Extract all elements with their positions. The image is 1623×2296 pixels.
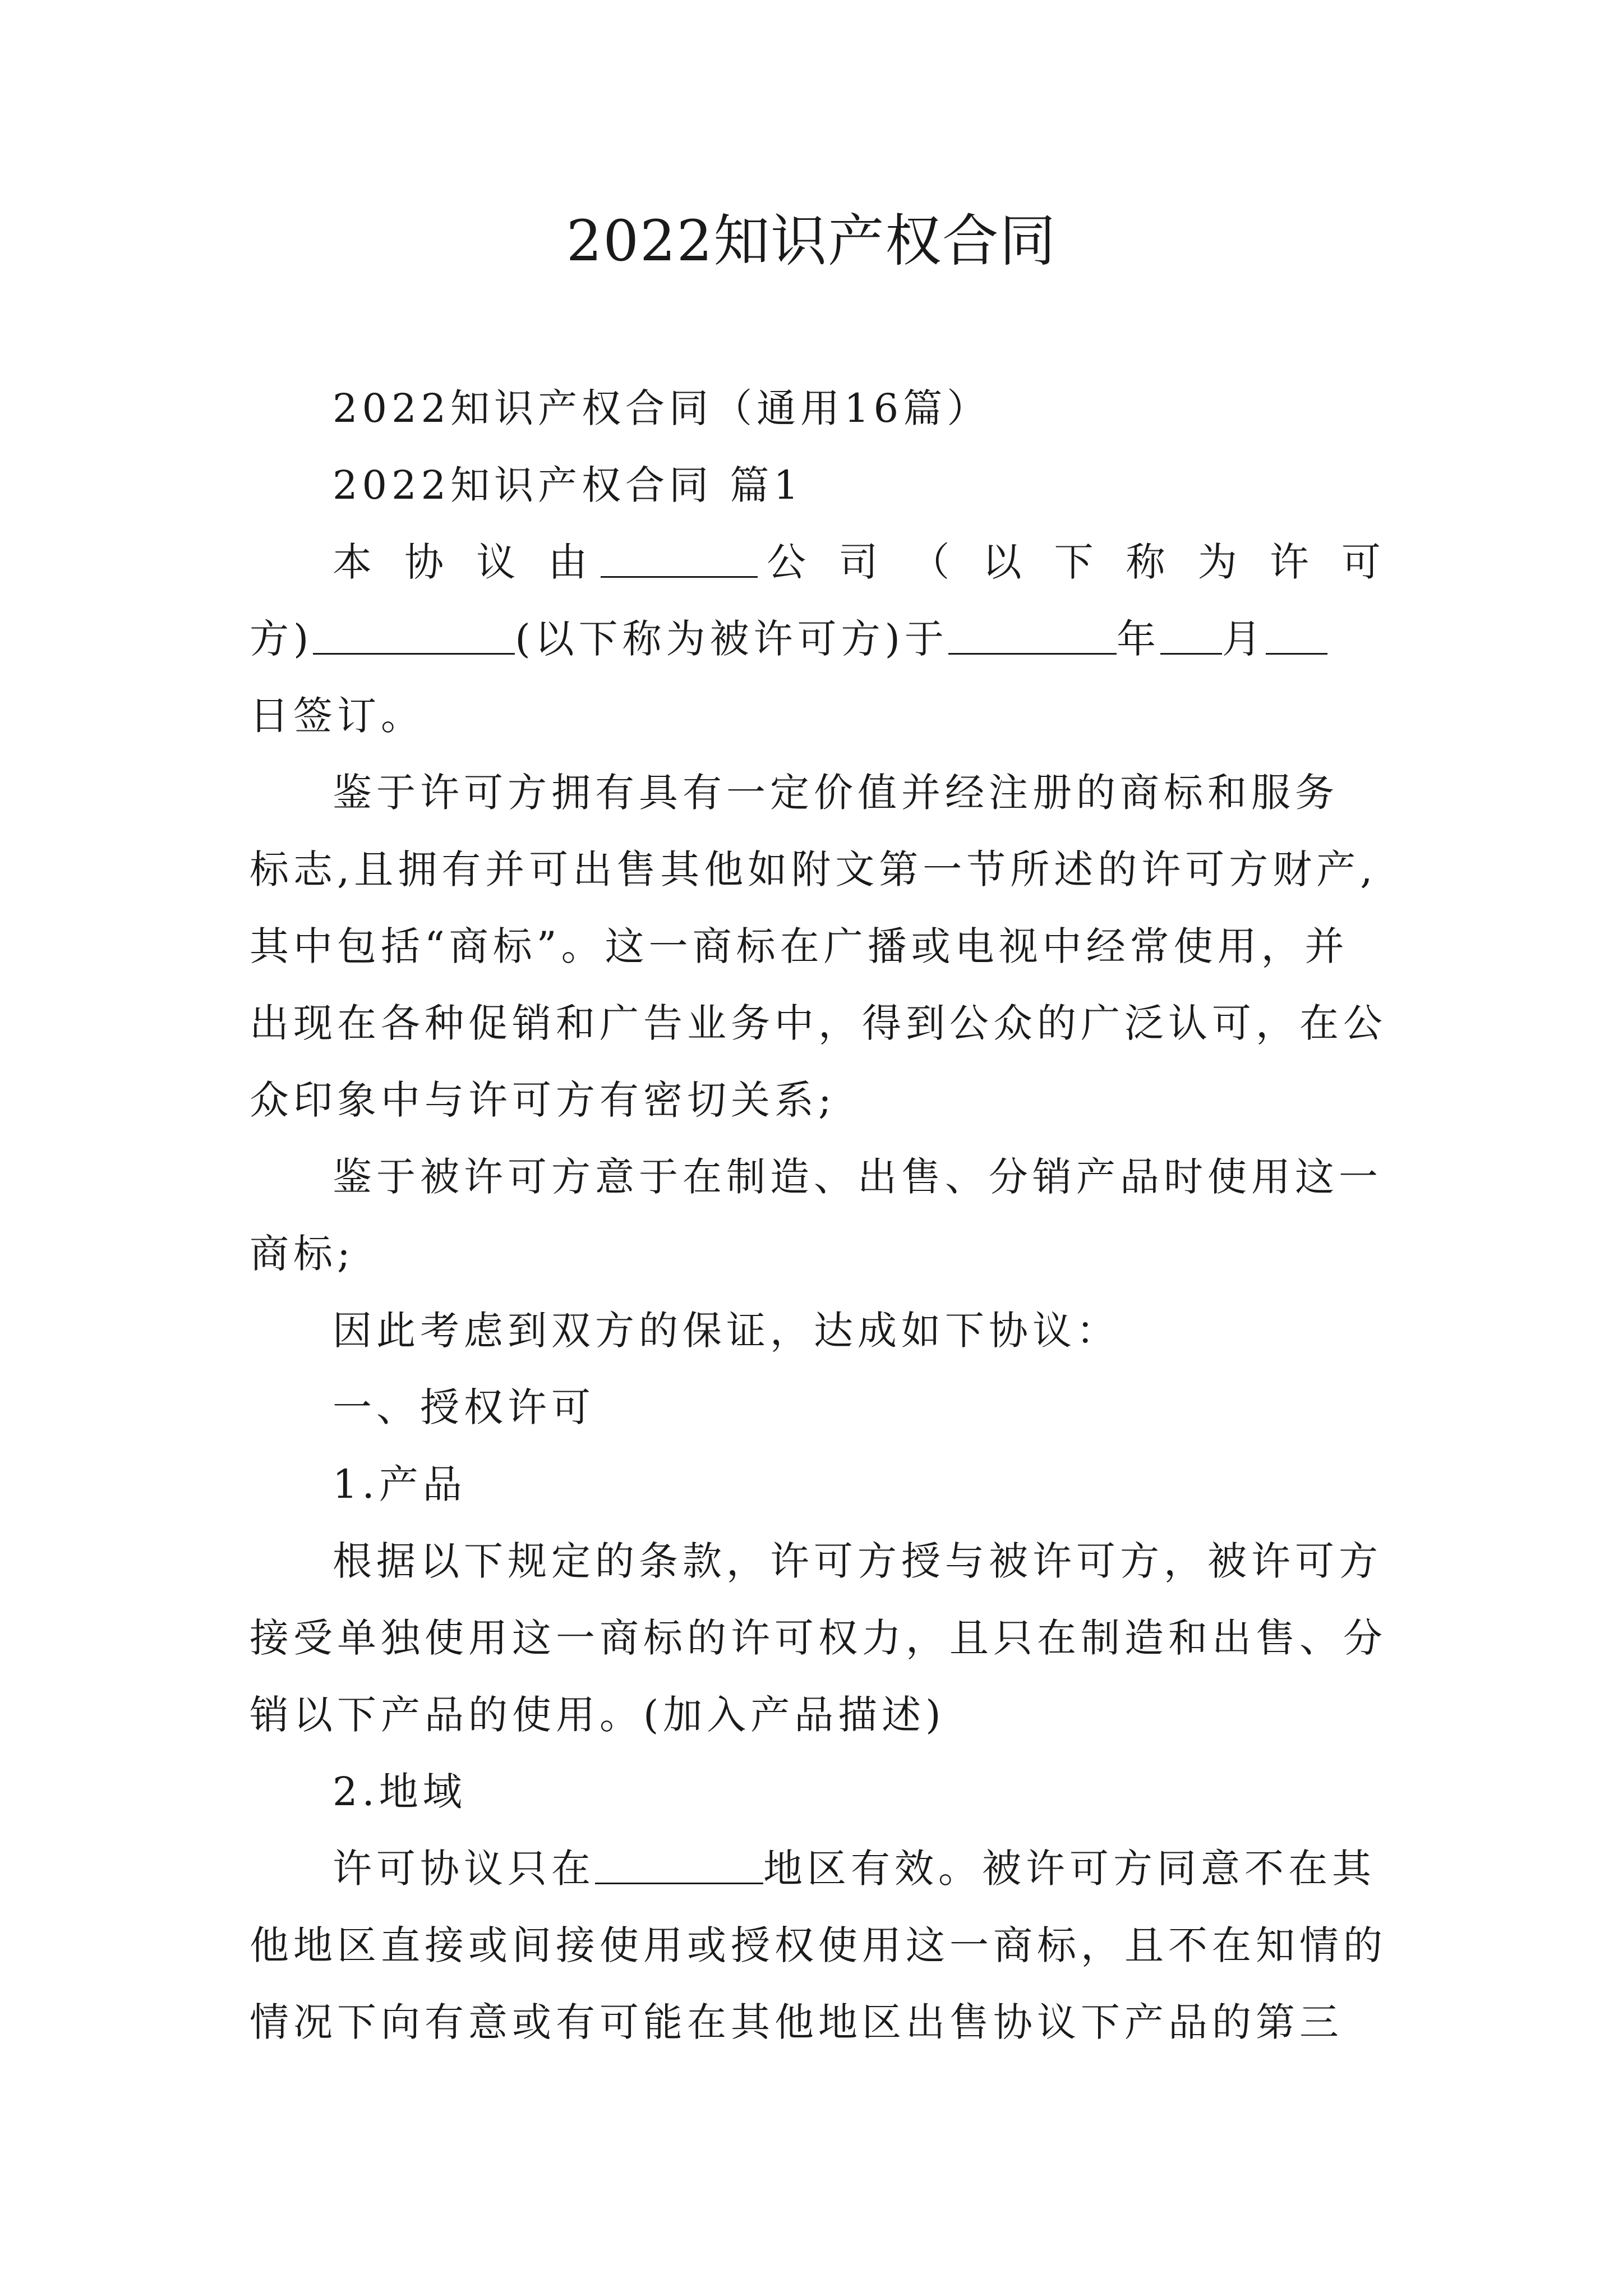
paragraph-line: 标志,且拥有并可出售其他如附文第一节所述的许可方财产, — [250, 846, 1377, 892]
paragraph-line: 他地区直接或间接使用或授权使用这一商标，且不在知情的 — [250, 1922, 1387, 1968]
licensee-blank — [313, 619, 515, 655]
paragraph-line: 众印象中与许可方有密切关系; — [250, 1077, 836, 1123]
paragraph-line: 接受单独使用这一商标的许可权力，且只在制造和出售、分 — [250, 1615, 1387, 1661]
agreement-line-parties: 本 协 议 由 公 司 （ 以 下 称 为 许 可 — [333, 539, 1385, 585]
agreement-line-date: 方) (以下称为被许可方)于 年 月 — [250, 601, 1385, 678]
document-title: 2022知识产权合同 — [566, 208, 1057, 274]
territory-line: 许可协议只在 地区有效。被许可方同意不在其 — [333, 1846, 1376, 1892]
month-blank — [1160, 619, 1222, 655]
paragraph-line: 因此考虑到双方的保证，达成如下协议： — [333, 1308, 1120, 1354]
paragraph-line: 其中包括“商标”。这一商标在广播或电视中经常使用，并 — [250, 923, 1349, 969]
paragraph-line: 出现在各种促销和广告业务中，得到公众的广泛认可，在公 — [250, 1000, 1387, 1046]
paragraph-line: 鉴于被许可方意于在制造、出售、分销产品时使用这一 — [333, 1154, 1382, 1200]
paragraph-line: 日签订。 — [250, 693, 425, 739]
region-blank — [595, 1849, 763, 1884]
section-heading: 2022知识产权合同 篇1 — [333, 462, 803, 508]
company-blank — [601, 542, 758, 578]
paragraph-line: 商标; — [250, 1231, 355, 1277]
document-body — [250, 370, 1385, 2061]
day-blank — [1266, 619, 1327, 655]
paragraph-line: 销以下产品的使用。(加入产品描述) — [250, 1692, 946, 1738]
clause-subheading: 2.地域 — [333, 1769, 467, 1815]
clause-subheading: 1.产品 — [333, 1461, 467, 1507]
clause-heading: 一、授权许可 — [333, 1384, 595, 1430]
year-blank — [948, 619, 1117, 655]
paragraph-line: 情况下向有意或有可能在其他地区出售协议下产品的第三 — [250, 1999, 1343, 2045]
paragraph-line: 根据以下规定的条款，许可方授与被许可方，被许可方 — [333, 1538, 1382, 1584]
paragraph-line: 鉴于许可方拥有具有一定价值并经注册的商标和服务 — [333, 770, 1339, 816]
subtitle-line: 2022知识产权合同（通用16篇） — [333, 385, 991, 431]
